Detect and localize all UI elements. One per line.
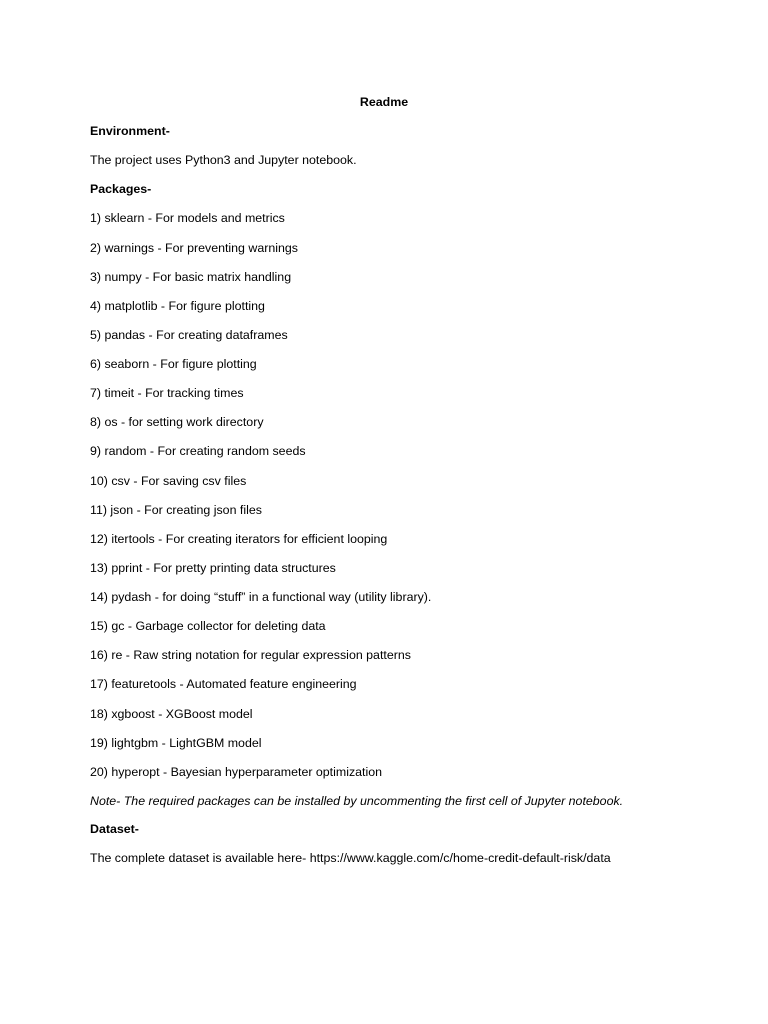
package-item: 17) featuretools - Automated feature engineering bbox=[90, 677, 357, 691]
package-item: 15) gc - Garbage collector for deleting data bbox=[90, 619, 326, 633]
environment-text: The project uses Python3 and Jupyter notebook. bbox=[90, 153, 357, 167]
package-item: 19) lightgbm - LightGBM model bbox=[90, 736, 262, 750]
package-item: 5) pandas - For creating dataframes bbox=[90, 328, 288, 342]
package-item: 2) warnings - For preventing warnings bbox=[90, 241, 298, 255]
dataset-text: The complete dataset is available here- https://www.kaggle.com/c/home-credit-default-risk/data bbox=[90, 851, 611, 865]
package-item: 1) sklearn - For models and metrics bbox=[90, 211, 285, 225]
package-item: 9) random - For creating random seeds bbox=[90, 444, 306, 458]
package-item: 11) json - For creating json files bbox=[90, 503, 262, 517]
package-item: 4) matplotlib - For figure plotting bbox=[90, 299, 265, 313]
package-item: 12) itertools - For creating iterators for efficient looping bbox=[90, 532, 388, 546]
package-item: 18) xgboost - XGBoost model bbox=[90, 707, 253, 721]
package-item: 13) pprint - For pretty printing data structures bbox=[90, 561, 336, 575]
installation-note: Note- The required packages can be installed by uncommenting the first cell of Jupyter notebook. bbox=[90, 794, 624, 808]
document-title: Readme bbox=[359, 95, 409, 109]
package-item: 8) os - for setting work directory bbox=[90, 415, 264, 429]
dataset-heading: Dataset- bbox=[90, 822, 139, 836]
environment-heading: Environment- bbox=[90, 124, 170, 138]
packages-heading: Packages- bbox=[90, 182, 152, 196]
package-item: 3) numpy - For basic matrix handling bbox=[90, 270, 292, 284]
package-item: 10) csv - For saving csv files bbox=[90, 474, 247, 488]
package-item: 14) pydash - for doing “stuff” in a functional way (utility library). bbox=[90, 590, 432, 604]
package-item: 20) hyperopt - Bayesian hyperparameter optimization bbox=[90, 765, 383, 779]
package-item: 16) re - Raw string notation for regular expression patterns bbox=[90, 648, 411, 662]
package-item: 7) timeit - For tracking times bbox=[90, 386, 244, 400]
package-item: 6) seaborn - For figure plotting bbox=[90, 357, 257, 371]
